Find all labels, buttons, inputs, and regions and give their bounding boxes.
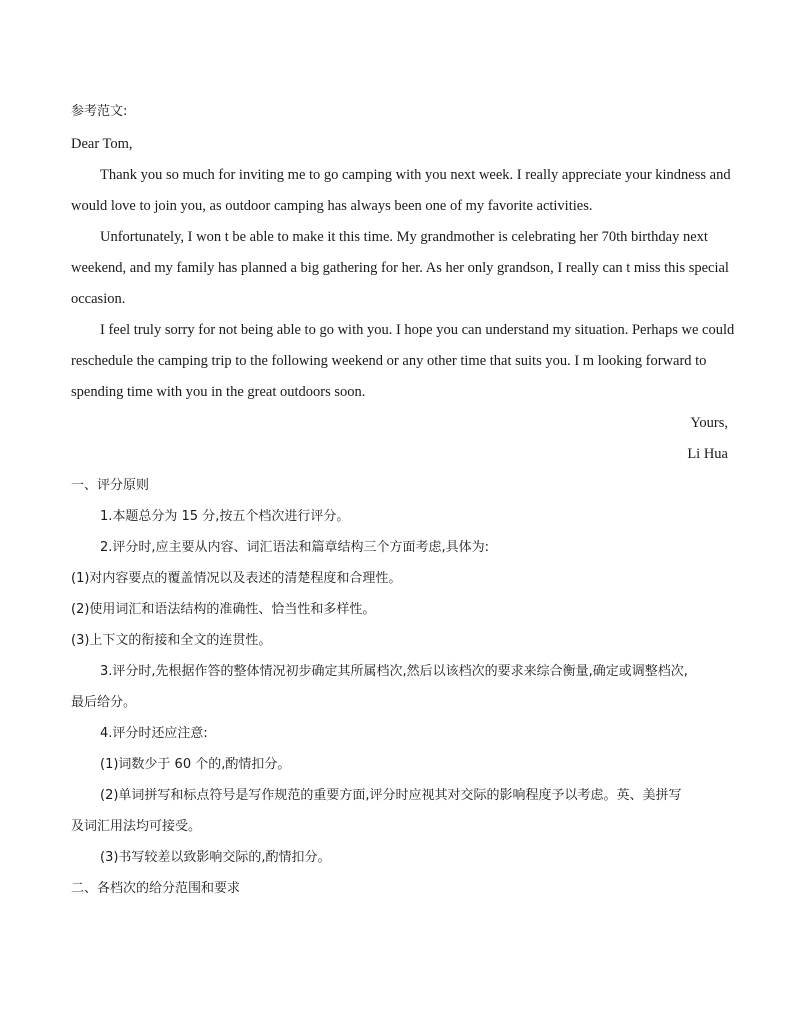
- essay-paragraph-2-line-2: weekend, and my family has planned a big gathering for her. As her only grandson, I really can t miss this special: [71, 260, 729, 276]
- rule-4: 4.评分时还应注意:: [100, 726, 208, 741]
- rule-4-item-3: (3)书写较差以致影响交际的,酌情扣分。: [100, 850, 331, 865]
- rule-4-item-2-line-1: (2)单词拼写和标点符号是写作规范的重要方面,评分时应视其对交际的影响程度予以考虑。英、美拼写: [100, 788, 682, 803]
- rule-3-line-1: 3.评分时,先根据作答的整体情况初步确定其所属档次,然后以该档次的要求来综合衡量,确定或调整档次,: [100, 664, 688, 679]
- essay-salutation: Dear Tom,: [71, 136, 133, 152]
- rule-4-item-1: (1)词数少于 60 个的,酌情扣分。: [100, 757, 291, 772]
- essay-paragraph-3-line-1: I feel truly sorry for not being able to go with you. I hope you can understand my situation. Perhaps we could: [100, 322, 735, 338]
- essay-signature: Li Hua: [687, 446, 728, 462]
- rule-2: 2.评分时,应主要从内容、词汇语法和篇章结构三个方面考虑,具体为:: [100, 540, 490, 555]
- essay-paragraph-3-line-3: spending time with you in the great outdoors soon.: [71, 384, 366, 400]
- rule-2-item-2: (2)使用词汇和语法结构的准确性、恰当性和多样性。: [71, 602, 376, 617]
- essay-paragraph-1-line-2: would love to join you, as outdoor camping has always been one of my favorite activities.: [71, 198, 593, 214]
- essay-paragraph-2-line-3: occasion.: [71, 291, 126, 307]
- rule-1: 1.本题总分为 15 分,按五个档次进行评分。: [100, 509, 350, 524]
- rule-2-item-1: (1)对内容要点的覆盖情况以及表述的清楚程度和合理性。: [71, 571, 402, 586]
- rule-3-line-2: 最后给分。: [71, 695, 137, 710]
- rule-2-item-3: (3)上下文的衔接和全文的连贯性。: [71, 633, 272, 648]
- essay-paragraph-1-line-1: Thank you so much for inviting me to go camping with you next week. I really appreciate your kindness and: [100, 167, 731, 183]
- rule-4-item-2-line-2: 及词汇用法均可接受。: [71, 819, 202, 834]
- essay-heading: 参考范文:: [71, 104, 128, 119]
- essay-paragraph-3-line-2: reschedule the camping trip to the following weekend or any other time that suits you. I m looking forward to: [71, 353, 707, 369]
- essay-closing: Yours,: [690, 415, 728, 431]
- section-title-score-bands: 二、各档次的给分范围和要求: [71, 881, 241, 896]
- section-title-scoring-principles: 一、评分原则: [71, 478, 150, 493]
- essay-paragraph-2-line-1: Unfortunately, I won t be able to make it this time. My grandmother is celebrating her 70th birthday next: [100, 229, 708, 245]
